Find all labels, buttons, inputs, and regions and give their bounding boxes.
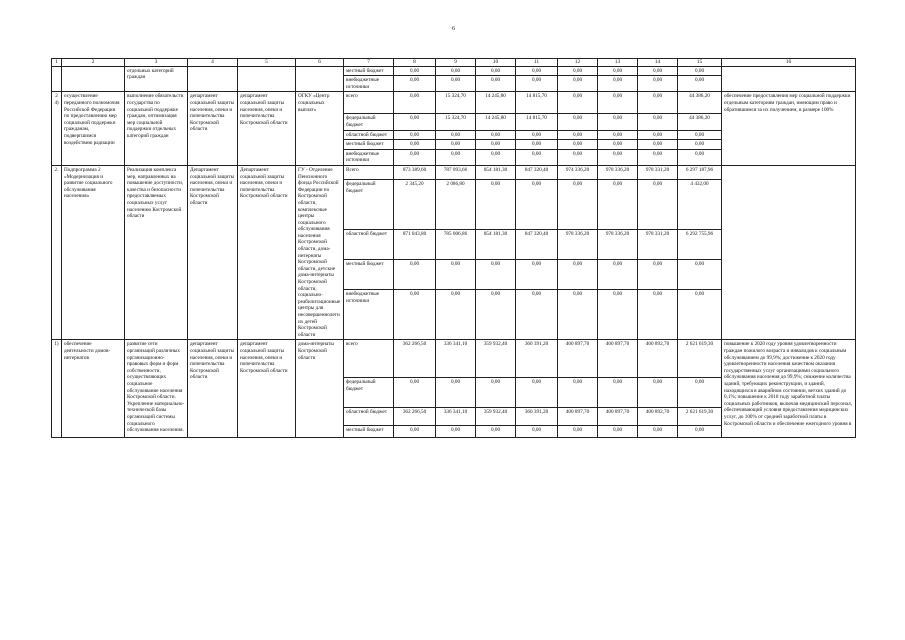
amount-cell: 400 897,70: [598, 408, 638, 426]
col-header: 14: [638, 59, 678, 67]
amount-cell: 360 391,20: [516, 408, 558, 426]
amount-cell: 0,00: [638, 149, 678, 165]
amount-cell: 0,00: [598, 378, 638, 408]
amount-cell: 0,00: [598, 114, 638, 130]
cell-c6: дома-интернаты Костромской области: [296, 340, 344, 438]
amount-cell: 6 297 187,96: [678, 165, 722, 179]
amount-cell: 0,00: [476, 130, 516, 140]
cell-c4: департамент социальной защиты населения, опеки и попечительства Костромской области: [188, 92, 238, 166]
amount-cell: 0,00: [394, 378, 436, 408]
funding-source: всего: [344, 340, 394, 378]
funding-source: областной бюджет: [344, 408, 394, 426]
amount-cell: 0,00: [558, 426, 598, 438]
amount-cell: 14 245,80: [476, 92, 516, 114]
col-header: 2: [62, 59, 125, 67]
amount-cell: 0,00: [678, 76, 722, 92]
amount-cell: 0,00: [516, 130, 558, 140]
amount-cell: 0,00: [394, 260, 436, 290]
amount-cell: 0,00: [394, 66, 436, 76]
amount-cell: 0,00: [638, 378, 678, 408]
amount-cell: 0,00: [558, 114, 598, 130]
amount-cell: 15 324,70: [436, 114, 476, 130]
funding-source: местный бюджет: [344, 66, 394, 76]
expected-result: [722, 165, 856, 339]
amount-cell: 0,00: [638, 66, 678, 76]
amount-cell: 0,00: [436, 289, 476, 339]
amount-cell: 336 341,10: [436, 408, 476, 426]
page-number: 6: [452, 26, 455, 32]
amount-cell: 0,00: [436, 378, 476, 408]
amount-cell: 6 292 755,96: [678, 230, 722, 260]
amount-cell: 0,00: [638, 260, 678, 290]
amount-cell: 0,00: [476, 76, 516, 92]
col-header: 1: [52, 59, 62, 67]
amount-cell: 0,00: [638, 130, 678, 140]
amount-cell: 0,00: [678, 426, 722, 438]
amount-cell: 0,00: [678, 149, 722, 165]
col-header: 5: [238, 59, 296, 67]
amount-cell: 0,00: [598, 140, 638, 150]
cell-c1: 2.: [52, 165, 62, 339]
col-header: 3: [125, 59, 188, 67]
amount-cell: 0,00: [558, 130, 598, 140]
cell-c1: 1): [52, 340, 62, 438]
cell-c2: осуществление переданного полномочия Российской Федерации по предоставлению мер социальной поддержки гражданам, подвергшимся воздействию радиации: [62, 92, 125, 166]
amount-cell: 0,00: [558, 140, 598, 150]
amount-cell: 0,00: [558, 260, 598, 290]
amount-cell: 360 391,20: [516, 340, 558, 378]
cell-c1: [52, 66, 62, 92]
cell-c5: департамент социальной защиты населения, опеки и попечительства Костромской области: [238, 340, 296, 438]
amount-cell: 0,00: [598, 149, 638, 165]
amount-cell: 0,00: [476, 378, 516, 408]
cell-c3: Реализация комплекса мер, направленных на повышение доступности, качества и безопасности предоставляемых социальных услуг населению Костромской области: [125, 165, 188, 339]
cell-c3: выполнение обязательств государства по социальной поддержке граждан, оптимизация мер социальной поддержки отдельных категорий граждан: [125, 92, 188, 166]
funding-source: федеральный бюджет: [344, 378, 394, 408]
col-header: 10: [476, 59, 516, 67]
amount-cell: 0,00: [678, 289, 722, 339]
amount-cell: 0,00: [638, 179, 678, 229]
amount-cell: 847 320,40: [516, 165, 558, 179]
cell-c4: Департамент социальной защиты населения, опеки и попечительства Костромской области: [188, 165, 238, 339]
amount-cell: 974 336,20: [558, 165, 598, 179]
amount-cell: 362 266,50: [394, 340, 436, 378]
amount-cell: 400 892,70: [638, 408, 678, 426]
cell-c4: департамент социальной защиты населения, опеки и попечительства Костромской области: [188, 340, 238, 438]
amount-cell: 0,00: [638, 114, 678, 130]
amount-cell: 0,00: [516, 179, 558, 229]
amount-cell: 14 245,80: [476, 114, 516, 130]
amount-cell: 0,00: [558, 149, 598, 165]
amount-cell: 0,00: [678, 378, 722, 408]
col-header: 6: [296, 59, 344, 67]
amount-cell: 873 389,60: [394, 165, 436, 179]
amount-cell: 2 621 619,30: [678, 408, 722, 426]
amount-cell: 0,00: [516, 76, 558, 92]
amount-cell: 0,00: [558, 66, 598, 76]
amount-cell: 0,00: [558, 289, 598, 339]
amount-cell: 0,00: [598, 260, 638, 290]
amount-cell: 0,00: [394, 130, 436, 140]
amount-cell: 0,00: [638, 426, 678, 438]
program-table: [51, 58, 856, 438]
col-header: 9: [436, 59, 476, 67]
amount-cell: 0,00: [678, 140, 722, 150]
amount-cell: 0,00: [436, 76, 476, 92]
col-header: 16: [722, 59, 856, 67]
amount-cell: 0,00: [476, 179, 516, 229]
amount-cell: 0,00: [436, 130, 476, 140]
amount-cell: 0,00: [516, 140, 558, 150]
amount-cell: 847 320,40: [516, 230, 558, 260]
cell-c1: 24): [52, 92, 62, 166]
cell-c5: Департамент социальной защиты населения, опеки и попечительства Костромской области: [238, 165, 296, 339]
amount-cell: 854 181,30: [476, 165, 516, 179]
amount-cell: 0,00: [516, 289, 558, 339]
header-row: [52, 59, 856, 67]
table-row: [52, 340, 856, 378]
cell-c3: отдельных категорий граждан: [125, 66, 188, 92]
amount-cell: 359 932,40: [476, 340, 516, 378]
col-header: 7: [344, 59, 394, 67]
amount-cell: 0,00: [516, 378, 558, 408]
amount-cell: 0,00: [516, 426, 558, 438]
amount-cell: 400 897,70: [558, 408, 598, 426]
amount-cell: 0,00: [394, 289, 436, 339]
amount-cell: 0,00: [598, 426, 638, 438]
expected-result: обеспечение предоставления мер социальной поддержки отдельным категориям граждан, имеющим право и обратившимся за их получением, в размере 100%: [722, 92, 856, 166]
amount-cell: 0,00: [476, 149, 516, 165]
funding-source: местный бюджет: [344, 140, 394, 150]
amount-cell: 44 386,20: [678, 92, 722, 114]
amount-cell: 978 331,20: [638, 165, 678, 179]
col-header: 4: [188, 59, 238, 67]
col-header: 8: [394, 59, 436, 67]
amount-cell: 0,00: [598, 130, 638, 140]
amount-cell: 400 897,70: [558, 340, 598, 378]
cell-c6: ОГКУ «Центр социальных выплат»: [296, 92, 344, 166]
amount-cell: 15 324,70: [436, 92, 476, 114]
table-row: [52, 165, 856, 179]
expected-result: [722, 66, 856, 92]
amount-cell: 0,00: [476, 260, 516, 290]
amount-cell: 0,00: [436, 260, 476, 290]
amount-cell: 0,00: [476, 426, 516, 438]
amount-cell: 0,00: [516, 260, 558, 290]
amount-cell: 400 892,70: [638, 340, 678, 378]
funding-source: всего: [344, 92, 394, 114]
amount-cell: 854 181,30: [476, 230, 516, 260]
amount-cell: 0,00: [598, 92, 638, 114]
funding-source: областной бюджет: [344, 130, 394, 140]
amount-cell: 785 006,86: [436, 230, 476, 260]
col-header: 12: [558, 59, 598, 67]
amount-cell: 0,00: [678, 130, 722, 140]
cell-c2: Подпрограмма 2 «Модернизация и развитие социального обслуживания населения»: [62, 165, 125, 339]
col-header: 13: [598, 59, 638, 67]
cell-c3: развитие сети организаций различных организационно-правовых форм и форм собственности, осуществляющих социальное обслуживание населения Костромской области. Укрепление материально-технической базы организаций системы социального обслуживания населения.: [125, 340, 188, 438]
cell-c4: [188, 66, 238, 92]
table-row: [52, 92, 856, 114]
amount-cell: 0,00: [678, 260, 722, 290]
amount-cell: 400 897,70: [598, 340, 638, 378]
amount-cell: 0,00: [558, 179, 598, 229]
amount-cell: 362 266,50: [394, 408, 436, 426]
amount-cell: 4 432,00: [678, 179, 722, 229]
amount-cell: 787 093,66: [436, 165, 476, 179]
amount-cell: 0,00: [476, 140, 516, 150]
amount-cell: 0,00: [394, 114, 436, 130]
cell-c5: [238, 66, 296, 92]
amount-cell: 0,00: [436, 66, 476, 76]
funding-source: федеральный бюджет: [344, 114, 394, 130]
cell-c6: ГУ - Отделение Пенсионного фонда Российской Федерации по Костромской области, комплексные центры социального обслуживания населения Костромской области, дома-интернаты Костромской области, детские дома-интернаты Костромской области, социально-реабилитационные центры для несовершеннолетних детей Костромской области: [296, 165, 344, 339]
amount-cell: 0,00: [678, 66, 722, 76]
cell-c2: обеспечение деятельности домов- интернатов: [62, 340, 125, 438]
cell-c5: департамент социальной защиты населения, опеки и попечительства Костромской области: [238, 92, 296, 166]
amount-cell: 0,00: [436, 140, 476, 150]
amount-cell: 0,00: [638, 92, 678, 114]
amount-cell: 0,00: [394, 76, 436, 92]
funding-source: областной бюджет: [344, 230, 394, 260]
amount-cell: 0,00: [476, 289, 516, 339]
funding-source: внебюджетные источники: [344, 149, 394, 165]
amount-cell: 336 341,10: [436, 340, 476, 378]
funding-source: внебюджетные источники: [344, 289, 394, 339]
amount-cell: 978 336,20: [598, 230, 638, 260]
amount-cell: 0,00: [558, 378, 598, 408]
amount-cell: 0,00: [516, 149, 558, 165]
amount-cell: 0,00: [394, 426, 436, 438]
amount-cell: 0,00: [638, 76, 678, 92]
funding-source: федеральный бюджет: [344, 179, 394, 229]
amount-cell: 0,00: [598, 76, 638, 92]
amount-cell: 0,00: [558, 76, 598, 92]
amount-cell: 871 043,80: [394, 230, 436, 260]
amount-cell: 0,00: [436, 426, 476, 438]
amount-cell: 0,00: [476, 66, 516, 76]
cell-c6: [296, 66, 344, 92]
amount-cell: 0,00: [516, 66, 558, 76]
funding-source: внебюджетные источники: [344, 76, 394, 92]
funding-source: местный бюджет: [344, 426, 394, 438]
amount-cell: 0,00: [394, 140, 436, 150]
amount-cell: 14 815,70: [516, 92, 558, 114]
amount-cell: 978 336,20: [598, 165, 638, 179]
amount-cell: 0,00: [436, 149, 476, 165]
amount-cell: 0,00: [394, 92, 436, 114]
amount-cell: 0,00: [598, 289, 638, 339]
amount-cell: 44 386,20: [678, 114, 722, 130]
amount-cell: 0,00: [638, 289, 678, 339]
table-row: [52, 66, 856, 76]
col-header: 15: [678, 59, 722, 67]
funding-source: Всего: [344, 165, 394, 179]
amount-cell: 0,00: [598, 179, 638, 229]
cell-c2: [62, 66, 125, 92]
amount-cell: 978 336,20: [558, 230, 598, 260]
amount-cell: 14 815,70: [516, 114, 558, 130]
amount-cell: 0,00: [394, 149, 436, 165]
amount-cell: 978 331,20: [638, 230, 678, 260]
amount-cell: 359 932,40: [476, 408, 516, 426]
expected-result: повышение к 2020 году уровня удовлетворенности граждан пожилого возраста и инвалидов к социальным обслуживанием до 99,9%; достижение к 2020 году удовлетворенности населения качеством оказания государственных услуг организациями социального обслуживания населения до 99,9%; снижение количества зданий, требующих реконструкции, и зданий, находящихся в аварийном состоянии, ветхих зданий до 0,1%; повышение к 2018 году заработной платы социальных работников, включая медицинский персонал, обеспечивающий условия предоставления медицинских услуг, до 100% от средней заработной платы в Костромской области и обеспечение ежегодного уровня в: [722, 340, 856, 438]
amount-cell: 2 621 619,30: [678, 340, 722, 378]
col-header: 11: [516, 59, 558, 67]
amount-cell: 0,00: [638, 140, 678, 150]
funding-source: местный бюджет: [344, 260, 394, 290]
amount-cell: 2 086,80: [436, 179, 476, 229]
amount-cell: 0,00: [598, 66, 638, 76]
amount-cell: 0,00: [558, 92, 598, 114]
amount-cell: 2 345,20: [394, 179, 436, 229]
